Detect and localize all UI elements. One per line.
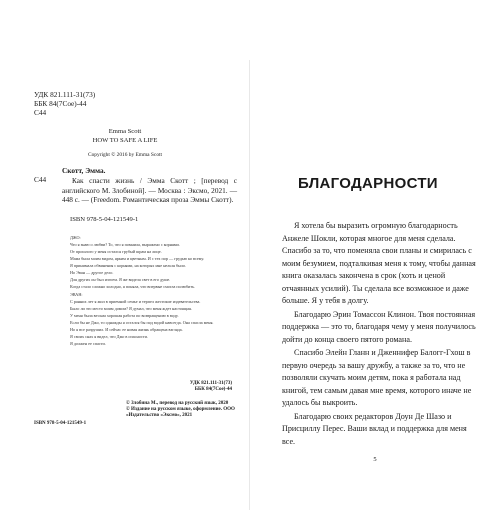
annotation-line: Я принимала обвинения с корнями, на которых мне нельзя было. <box>70 262 187 268</box>
copyright-line: Copyright © 2016 by Emma Scott <box>87 152 163 158</box>
annotation-line: Но я все разрушил. И сейчас ее новая жизнь обращена взгляда. <box>70 326 183 332</box>
paragraph: Я хотела бы выразить огромную благодарность Анжеле Шокли, которая многое для меня сделала. Спасибо за то, что поменяла свои планы и смирилась с моим безумием, подталкивая меня к тому, чтобы данная книга оказалась закончена в срок (хоть и ценой отчаянных усилий). Ты сделала все возможное и даже больше. Я у тебя в долгу. <box>282 221 476 305</box>
paragraph: Спасибо Элейн Гланн и Дженнифер Балогг-Гхош в первую очередь за вашу дружбу, а также за то, что не позволяли скучать моим детям, пока я работала над книгой, тем самым давая мне время, которого иначе не удалось бы выкроить. <box>282 348 472 407</box>
annotation-line: Но Эван — другое дело. <box>70 269 114 275</box>
annotation-heading: ЭВАН: <box>70 291 83 297</box>
catalog-code: С44 <box>34 175 47 184</box>
isbn-bottom: ISBN 978-5-04-121549-1 <box>34 421 87 426</box>
annotation-line: Когда стало сложно холодно, я поняла, что впервые смогла полюбить. <box>70 283 196 289</box>
page-heading: БЛАГОДАРНОСТИ <box>298 175 438 192</box>
catalog-description: Как спасти жизнь / Эмма Скотт ; [перевод с английского М. Злобиной]. — Москва : Эксмо, 2021. — 448 с. — (Freedom. Романтическая проза Эммы Скотт). <box>62 175 237 205</box>
annotation-line: Я своих снах я видел, что Джо в опасности. <box>70 333 148 339</box>
udk-block-bottom <box>190 381 232 393</box>
bbk-line-bottom: ББК 84(7Сое)-44 <box>194 387 232 392</box>
bbk-line: ББК 84(7Сое)-44 <box>34 99 87 108</box>
original-author: Emma Scott <box>108 128 142 135</box>
catalog-author: Скотт, Эмма. <box>62 166 106 175</box>
original-title-block <box>0 128 250 145</box>
isbn-top: ISBN 978-5-04-121549-1 <box>70 216 139 223</box>
annotation-line: От прошлого у меня остался грубый шрам на лице. <box>70 248 162 254</box>
annotation-line: Было ли это место моим домом? Я думал, что меня ждет настоящая. <box>70 305 192 311</box>
page-number: 5 <box>373 456 377 463</box>
annotation-line: С ранних лет я жил в приемной семье и терпел жестокие издевательства. <box>70 298 201 304</box>
paragraph: Благодарю своих редакторов Доун Де Шазо и Присциллу Перес. Ваши вклад и поддержка для меня все. <box>282 411 467 446</box>
annotation-line: Мама была моим видом, ярким и цветным. И с тех пор — грудью ко всему. <box>70 255 205 261</box>
annotation-line: Для других он был изгоем. Я же видела свет в его душе. <box>70 276 171 282</box>
copyright-credits <box>126 401 238 419</box>
acknowledgements-page <box>250 0 500 532</box>
annotation-line: Если бы не Джо, то однажды я остался бы под водой навсегда. Она спасла меня. <box>70 319 214 325</box>
publisher-credit: © Издание на русском языке, оформление. ООО «Издательство «Эксмо», 2021 <box>126 407 235 418</box>
annotation-line: Я должен ее спасти. <box>70 340 106 346</box>
udk-line: УДК 821.111-31(73) <box>34 90 96 99</box>
udk-line-bottom: УДК 821.111-31(73) <box>189 381 232 386</box>
original-title: HOW TO SAFE A LIFE <box>92 136 158 144</box>
annotation-line: Что я знаю о любви? То, что я помнила, выражено с корнями. <box>70 241 180 247</box>
udk-block-top <box>34 90 95 117</box>
annotation-line: У меня была весьма хорошая работа по возвращению в воду. <box>70 312 179 318</box>
acknowledgements-body <box>282 220 478 449</box>
annotation-heading: ДЖО: <box>70 235 81 240</box>
catalog-record <box>62 166 237 205</box>
annotation-text <box>70 233 235 348</box>
author-sign-line: С44 <box>34 108 47 117</box>
paragraph: Благодарю Эрин Томассон Клинон. Твоя постоянная поддержка — это то, благодаря чему у меня получилось дойти до конца своего пятого романа. <box>282 309 476 344</box>
translation-credit: © Злобина М., перевод на русский язык, 2020 <box>126 401 229 406</box>
